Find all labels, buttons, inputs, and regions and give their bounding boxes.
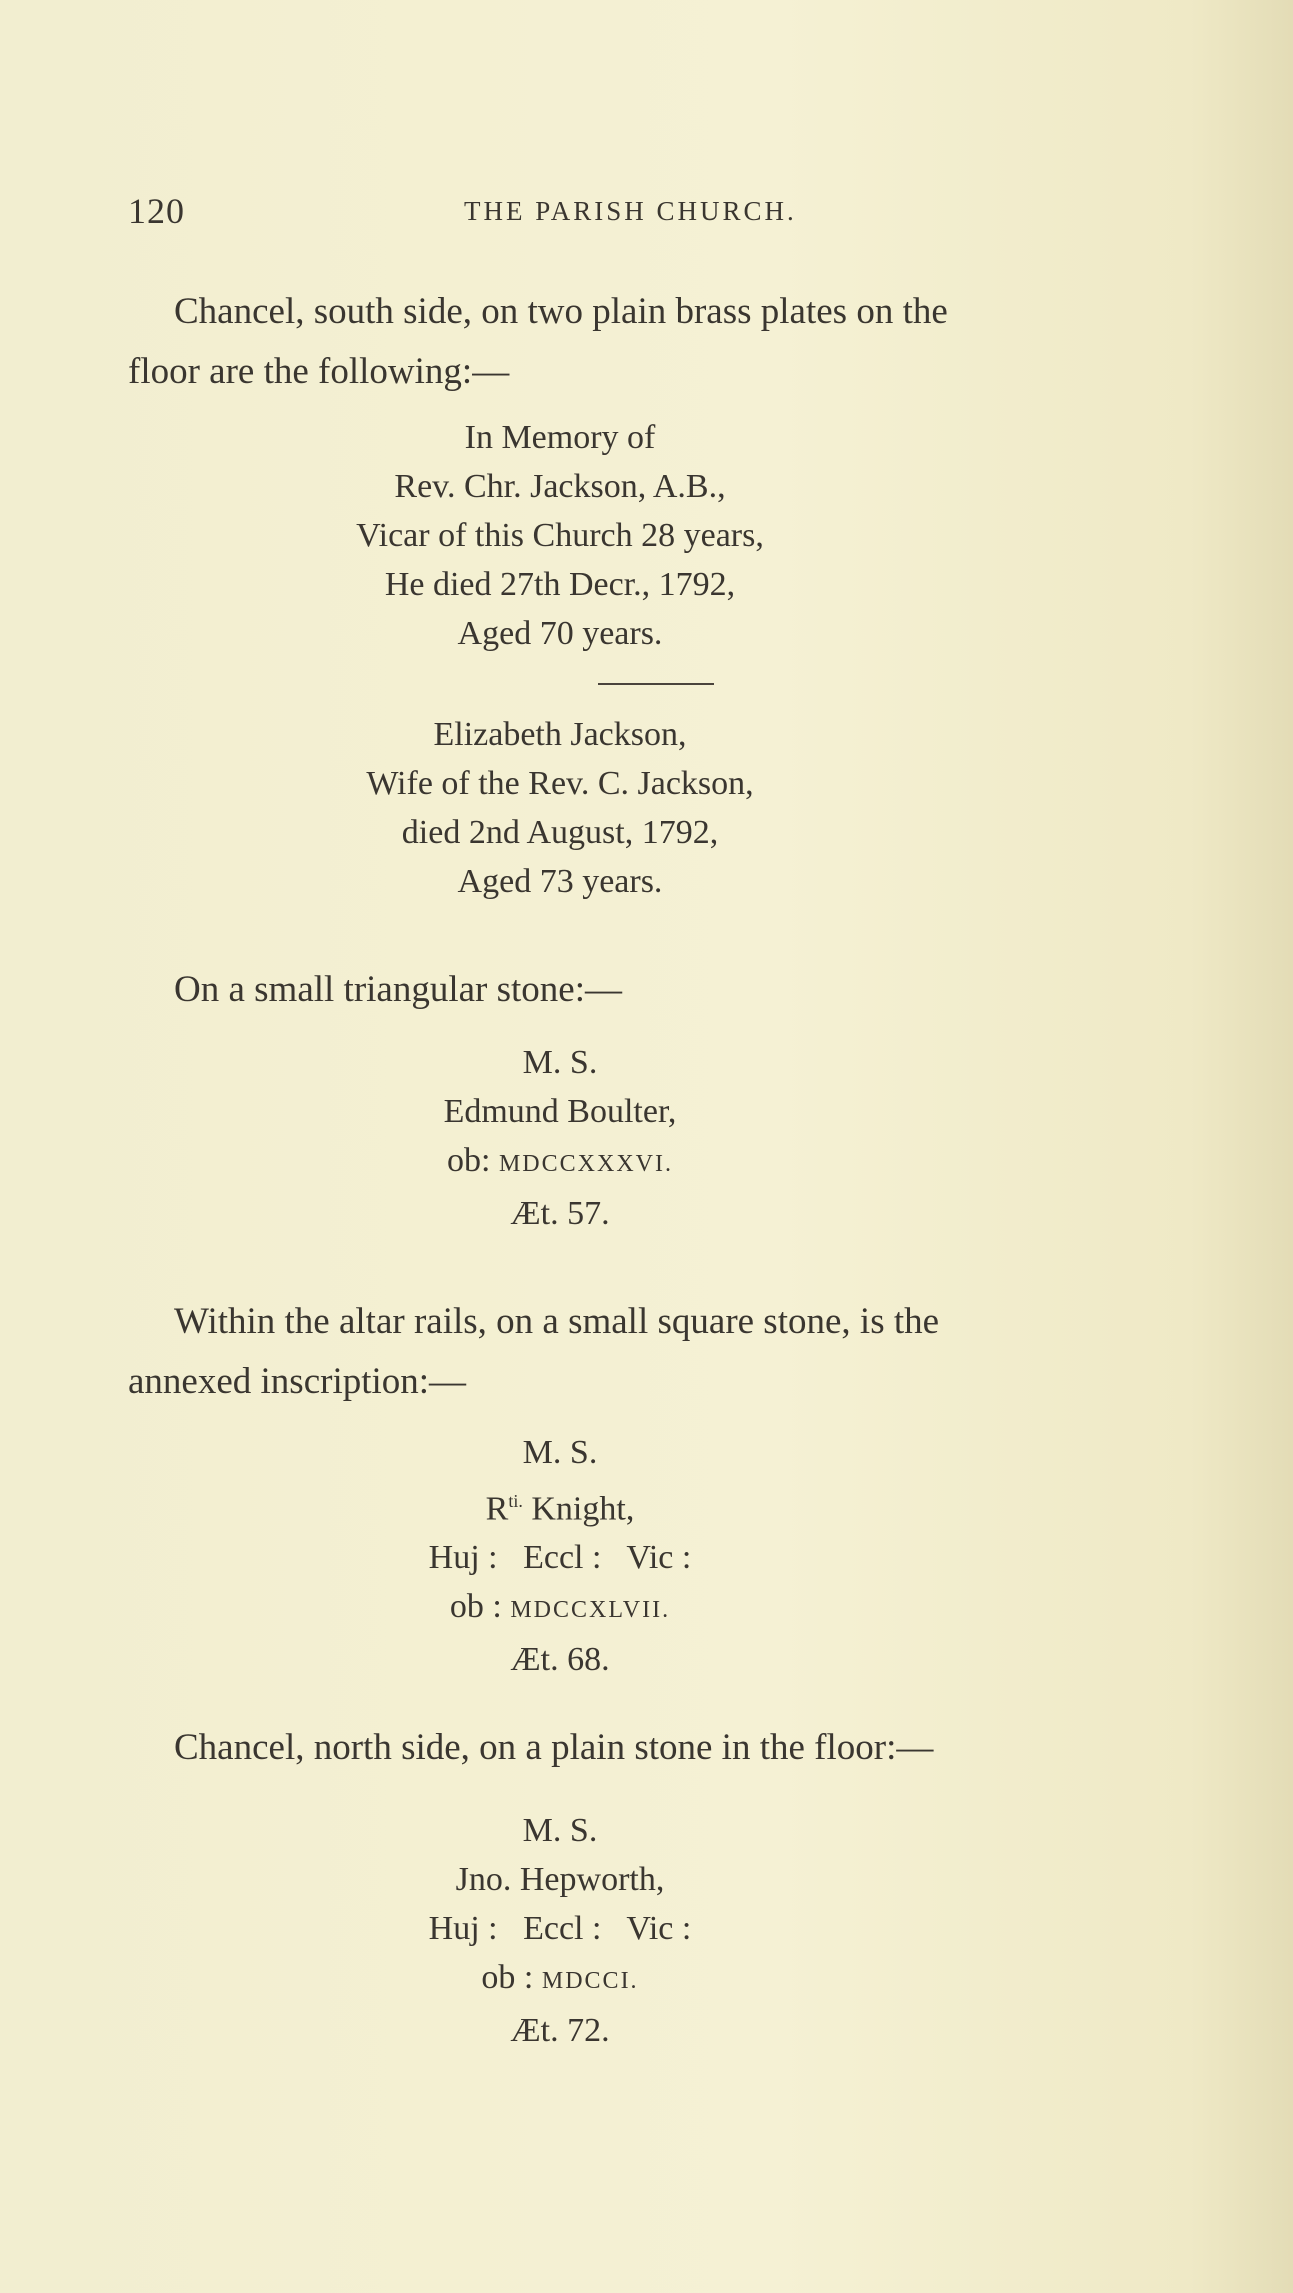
inscription-line: Elizabeth Jackson, [433, 716, 687, 753]
obit-date: MDCCXLVII. [510, 1597, 671, 1624]
divider-rule [598, 683, 714, 685]
obit-prefix: ob: [447, 1142, 491, 1179]
paragraph-chancel-south [128, 282, 1188, 402]
paragraph-chancel-north [128, 1718, 1188, 1778]
inscription-line: died 2nd August, 1792, [401, 814, 719, 851]
inscription-line: M. S. [522, 1044, 598, 1081]
paragraph-triangular-stone [128, 960, 1188, 1020]
page-header [128, 190, 1128, 240]
obit-date: MDCCXXXVI. [498, 1151, 673, 1177]
paragraph-line: floor are the following:— [128, 351, 510, 392]
paragraph-line: annexed inscription:— [128, 1361, 467, 1402]
name-superscript: ti. [508, 1491, 523, 1511]
paragraph-line: Within the altar rails, on a small square stone, is the [174, 1301, 940, 1342]
inscription-line: Vicar of this Church 28 years, [356, 517, 764, 554]
paragraph-altar-rails [128, 1292, 1188, 1412]
inscription-line: Aged 73 years. [457, 863, 663, 900]
inscription-line: M. S. [522, 1434, 598, 1471]
inscription-line: Æt. 72. [510, 2012, 610, 2049]
inscription-line: Aged 70 years. [457, 615, 663, 652]
inscription-line: M. S. [522, 1812, 598, 1849]
name-rest: Knight, [522, 1490, 635, 1528]
inscription-obit-line [300, 1582, 820, 1635]
inscription-line: Rev. Chr. Jackson, A.B., [394, 468, 726, 505]
inscription-rev-jackson [300, 413, 820, 658]
inscription-line: Edmund Boulter, [443, 1093, 677, 1130]
inscription-knight [300, 1428, 820, 1684]
inscription-edmund-boulter [300, 1038, 820, 1238]
inscription-line: Æt. 57. [510, 1195, 610, 1232]
obit-prefix: ob : [449, 1588, 502, 1626]
obit-prefix: ob : [481, 1959, 534, 1996]
inscription-obit-line [300, 1953, 820, 2006]
inscription-line: Wife of the Rev. C. Jackson, [366, 765, 754, 802]
paragraph-line: Chancel, south side, on two plain brass plates on the [174, 291, 948, 332]
inscription-name-line [300, 1477, 820, 1533]
inscription-line: Huj : Eccl : Vic : [428, 1910, 692, 1947]
paragraph-line: Chancel, north side, on a plain stone in the floor:— [174, 1727, 934, 1768]
inscription-hepworth [300, 1806, 820, 2055]
page-number: 120 [128, 191, 185, 231]
inscription-line: Huj : Eccl : Vic : [428, 1539, 692, 1577]
inscription-line: Æt. 68. [510, 1641, 610, 1679]
obit-date: MDCCI. [541, 1968, 639, 1994]
paragraph-line: On a small triangular stone:— [174, 969, 623, 1010]
name-abbreviation: R [485, 1490, 509, 1528]
inscription-obit-line [300, 1136, 820, 1189]
inscription-line: He died 27th Decr., 1792, [384, 566, 736, 603]
inscription-line: Jno. Hepworth, [455, 1861, 665, 1898]
running-head: THE PARISH CHURCH. [464, 196, 797, 226]
inscription-elizabeth-jackson [300, 710, 820, 906]
inscription-line: In Memory of [464, 419, 656, 456]
